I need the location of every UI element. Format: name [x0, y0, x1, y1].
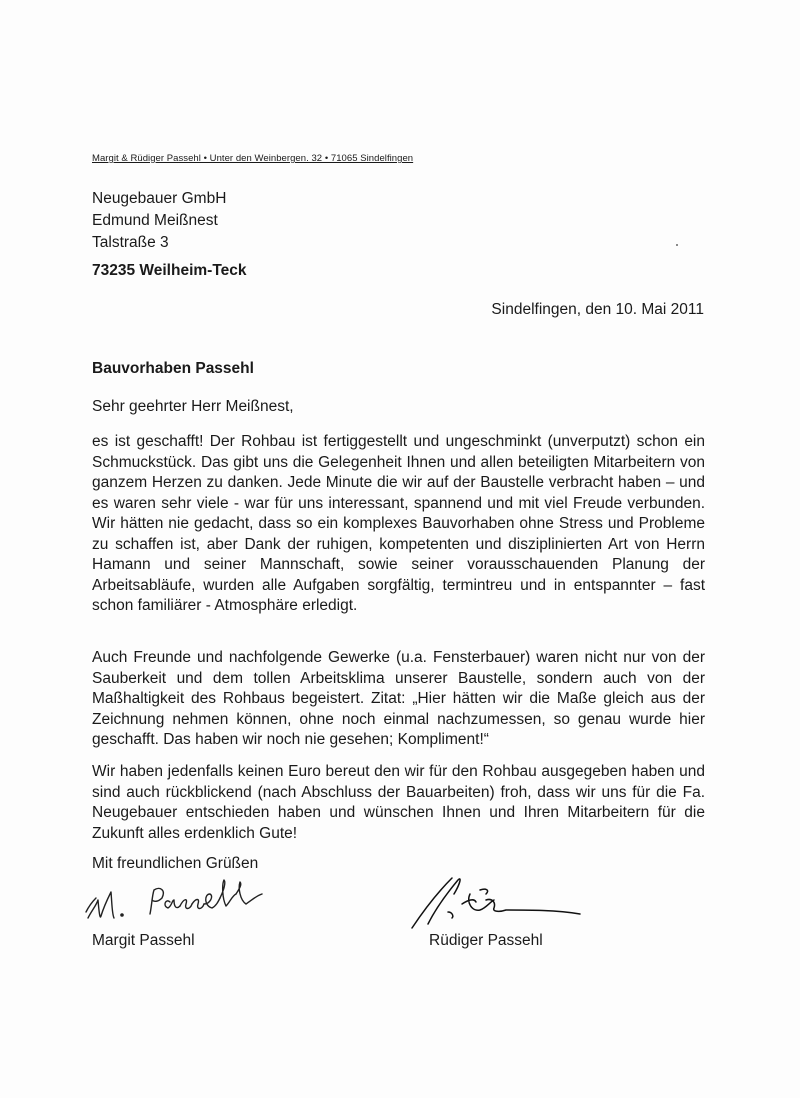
- recipient-name: Edmund Meißnest: [92, 212, 218, 229]
- closing-phrase: Mit freundlichen Grüßen: [92, 855, 259, 872]
- signature-right: [412, 878, 580, 928]
- body-paragraph-2: Auch Freunde und nachfolgende Gewerke (u.a. Fensterbauer) waren nicht nur von der Sauberkeit und dem tollen Arbeitsklima unserer Baustelle, sondern auch von der Maßhaltigkeit des Rohbaus begeistert. Zitat: „Hier hätten wir die Maße gleich aus der Zeichnung nehmen können, ohne noch einmal nachzumessen, so genau wurde hier geschafft. Das haben wir noch nie gesehen; Kompliment!“: [92, 649, 705, 748]
- body-paragraph-1: es ist geschafft! Der Rohbau ist fertiggestellt und ungeschminkt (unverputzt) schon ein Schmuckstück. Das gibt uns die Gelegenheit Ihnen und allen beteiligten Mitarbeitern von ganzem Herzen zu danken. Jede Minute die wir auf der Baustelle verbracht haben – und es waren sehr viele - war für uns interessant, spannend und mit viel Freude verbunden. Wir hätten nie gedacht, dass so ein komplexes Bauvorhaben ohne Stress und Probleme zu schaffen ist, aber Dank der ruhigen, kompetenten und disziplinierten Art von Herrn Hamann und seiner Mannschaft, sowie seiner vorausschauenden Planung der Arbeitsabläufe, wurden alle Aufgaben sorgfältig, termintreu und in entspannter – fast schon familiärer - Atmosphäre erledigt.: [92, 433, 705, 614]
- signatory-left-name: Margit Passehl: [92, 932, 195, 949]
- scan-speck: [676, 244, 678, 246]
- signature-left: [86, 880, 262, 918]
- recipient-city: 73235 Weilheim-Teck: [92, 262, 247, 279]
- signatory-right-name: Rüdiger Passehl: [429, 932, 543, 949]
- sender-address-line: Margit & Rüdiger Passehl • Unter den Weinbergen. 32 • 71065 Sindelfingen: [92, 153, 414, 164]
- salutation: Sehr geehrter Herr Meißnest,: [92, 398, 294, 415]
- date-line: Sindelfingen, den 10. Mai 2011: [491, 301, 704, 318]
- recipient-street: Talstraße 3: [92, 234, 169, 251]
- body-paragraph-3: Wir haben jedenfalls keinen Euro bereut den wir für den Rohbau ausgegeben haben und sind auch rückblickend (nach Abschluss der Bauarbeiten) froh, dass wir uns für die Fa. Neugebauer entschieden haben und wünschen Ihnen und Ihren Mitarbeitern für die Zukunft alles erdenklich Gute!: [92, 763, 705, 842]
- recipient-company: Neugebauer GmbH: [92, 190, 227, 207]
- recipient-address: [92, 188, 226, 254]
- subject-line: Bauvorhaben Passehl: [92, 360, 254, 377]
